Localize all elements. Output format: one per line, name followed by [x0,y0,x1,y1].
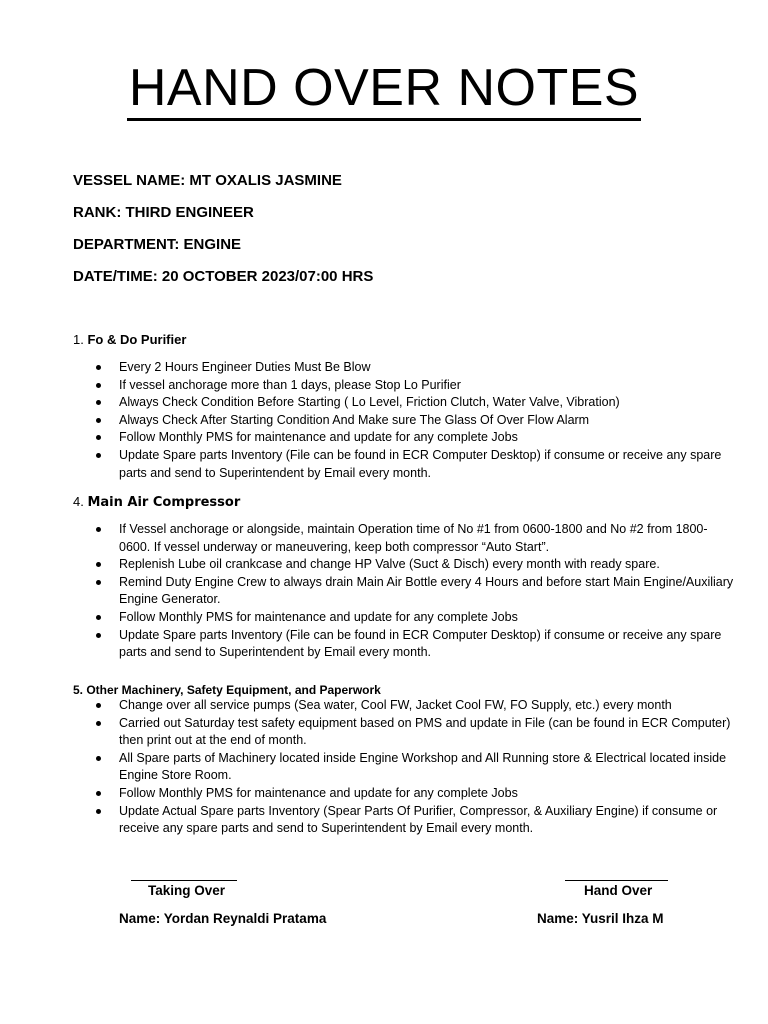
hand-over-name: Name: Yusril Ihza M [537,911,664,926]
bullet-icon [96,721,101,726]
department: DEPARTMENT: ENGINE [73,236,242,253]
list-item-text: If vessel anchorage more than 1 days, please Stop Lo Purifier [119,377,461,392]
list-item [94,394,734,412]
list-item [94,429,734,447]
list-item-text: All Spare parts of Machinery located inside Engine Workshop and All Running store & Electrical located inside Engine Store Room. [119,750,727,783]
bullet-icon [96,418,101,423]
list-item-text: Update Spare parts Inventory (File can be found in ECR Computer Desktop) if consume or receive any spare parts and send to Superintendent by Email every month. [119,627,722,660]
section-number: 5. [73,683,87,697]
hand-over-signature-line [565,880,668,881]
rank: RANK: THIRD ENGINEER [73,204,254,221]
bullet-icon [96,453,101,458]
bullet-icon [96,615,101,620]
list-item-text: Replenish Lube oil crankcase and change HP Valve (Suct & Disch) every month with ready spare. [119,557,660,572]
section-number: 4. [73,494,88,509]
list-item [94,627,734,662]
list-item-text: Always Check After Starting Condition And Make sure The Glass Of Over Flow Alarm [119,412,590,427]
list-item [94,803,734,838]
date-time: DATE/TIME: 20 OCTOBER 2023/07:00 HRS [73,268,374,285]
vessel-name: VESSEL NAME: MT OXALIS JASMINE [73,172,342,189]
list-item-text: Update Spare parts Inventory (File can be found in ECR Computer Desktop) if consume or receive any spare parts and send to Superintendent by Email every month. [119,447,722,480]
page-title-text: HAND OVER NOTES [127,59,641,121]
list-item [94,377,734,395]
other-machinery-list [94,697,734,838]
air-compressor-list [94,521,734,662]
bullet-icon [96,791,101,796]
hand-over-label: Hand Over [584,883,653,898]
bullet-icon [96,383,101,388]
list-item [94,412,734,430]
taking-over-name: Name: Yordan Reynaldi Pratama [119,911,327,926]
section-number: 1. [73,332,88,347]
list-item-text: Update Actual Spare parts Inventory (Spear Parts Of Purifier, Compressor, & Auxiliary Engine) if consume or receive any spare parts and send to Superintendent by Email every month. [119,803,718,836]
bullet-icon [96,756,101,761]
list-item [94,574,734,609]
page-title [0,56,768,120]
taking-over-signature-line [131,880,237,881]
purifier-list [94,359,734,482]
bullet-icon [96,703,101,708]
section-title: Other Machinery, Safety Equipment, and Paperwork [86,683,381,697]
section-heading-purifier [73,331,186,349]
list-item-text: Follow Monthly PMS for maintenance and update for any complete Jobs [119,430,518,445]
list-item [94,556,734,574]
list-item [94,785,734,803]
list-item-text: Every 2 Hours Engineer Duties Must Be Blow [119,360,371,374]
bullet-icon [96,365,101,370]
list-item [94,697,734,715]
list-item-text: Change over all service pumps (Sea water, Cool FW, Jacket Cool FW, FO Supply, etc.) every month [119,698,672,712]
bullet-icon [96,400,101,405]
bullet-icon [96,580,101,585]
taking-over-label: Taking Over [148,883,226,898]
list-item [94,447,734,482]
list-item [94,750,734,785]
list-item [94,521,734,556]
list-item [94,359,734,377]
section-heading-air-compressor [73,493,240,512]
bullet-icon [96,562,101,567]
bullet-icon [96,435,101,440]
list-item-text: Remind Duty Engine Crew to always drain Main Air Bottle every 4 Hours and before start Main Engine/Auxiliary Engine Generator. [119,574,734,607]
list-item [94,715,734,750]
bullet-icon [96,633,101,638]
list-item-text: Follow Monthly PMS for maintenance and update for any complete Jobs [119,785,518,800]
section-title: Fo & Do Purifier [87,332,187,347]
list-item-text: Carried out Saturday test safety equipment based on PMS and update in File (can be found in ECR Computer) then print out at the end of month. [119,715,731,748]
list-item-text: Always Check Condition Before Starting ( Lo Level, Friction Clutch, Water Valve, Vibration) [119,395,620,410]
list-item-text: Follow Monthly PMS for maintenance and update for any complete Jobs [119,609,518,624]
list-item-text: If Vessel anchorage or alongside, maintain Operation time of No #1 from 0600-1800 and No #2 from 1800-0600. If vessel underway or maneuvering, keep both compressor “Auto Start”. [119,522,708,554]
bullet-icon [96,809,101,814]
list-item [94,609,734,627]
bullet-icon [96,527,101,532]
section-title: Main Air Compressor [87,495,241,510]
